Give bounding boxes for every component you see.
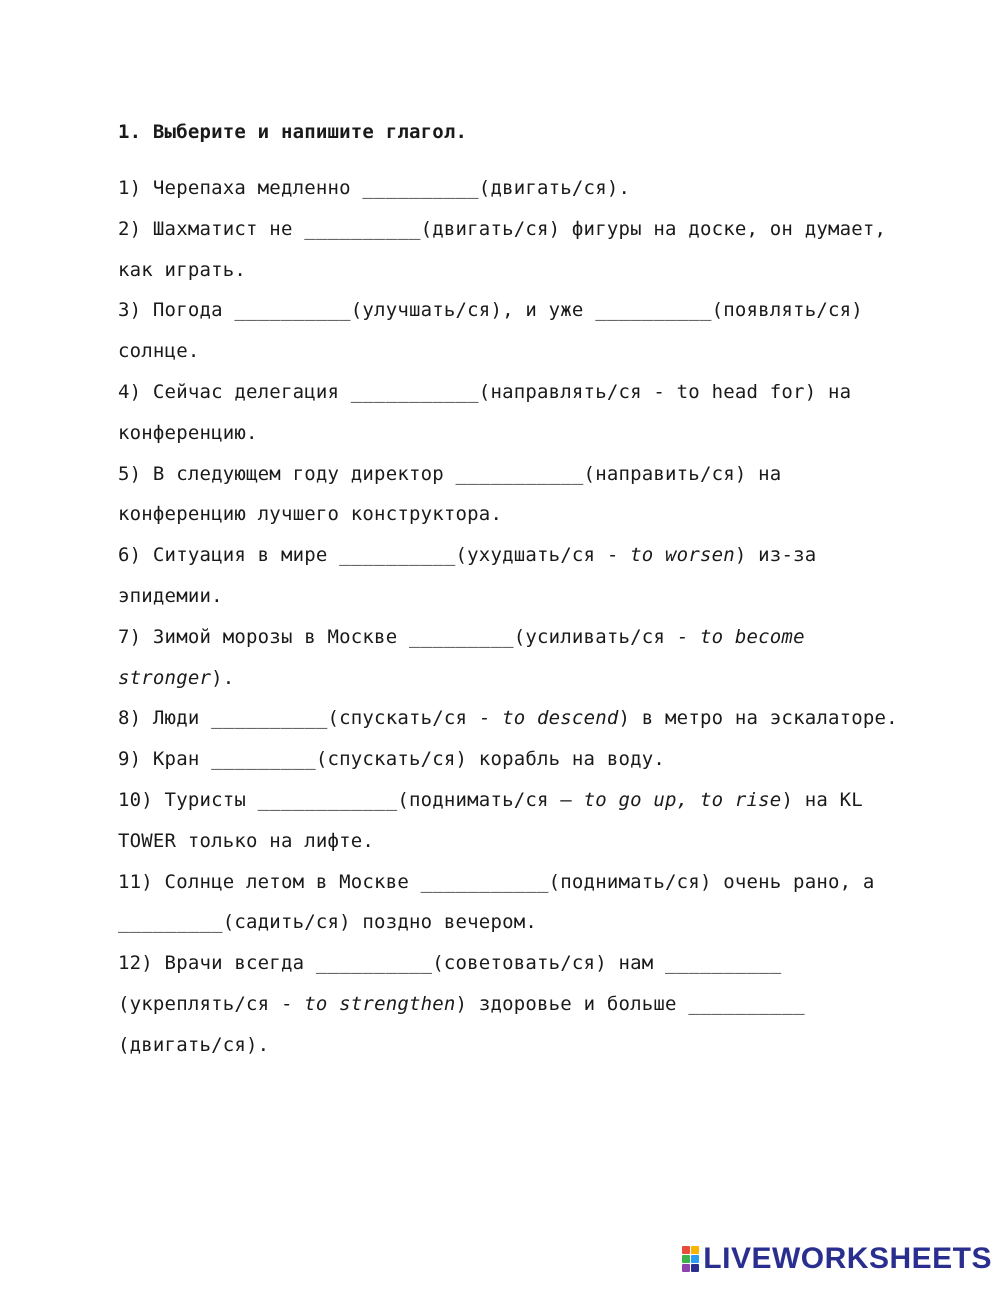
item-text: ) здоровье и больше __________ (двигать/ся). xyxy=(118,992,805,1056)
item-text: 2) Шахматист не __________(двигать/ся) фигуры на доске, он думает, как играть. xyxy=(118,217,887,281)
exercise-item xyxy=(118,209,918,291)
item-text: 8) Люди __________(спускать/ся - xyxy=(118,707,503,730)
item-text: 10) Туристы ____________(поднимать/ся – xyxy=(118,788,584,811)
item-text: 3) Погода __________(улучшать/ся), и уже __________(появлять/ся) солнце. xyxy=(118,299,863,363)
item-text: ). xyxy=(211,666,235,689)
exercise-item xyxy=(118,454,918,536)
logo-square xyxy=(691,1255,699,1263)
item-text: 11) Солнце летом в Москве ___________(поднимать/ся) очень рано, а _________(садить/ся) поздно вечером. xyxy=(118,870,875,934)
exercise-title: 1. Выберите и напишите глагол. xyxy=(118,121,468,143)
logo-square xyxy=(691,1246,699,1254)
item-translation: to strengthen xyxy=(304,992,456,1015)
item-text: 4) Сейчас делегация ___________(направлять/ся - to head for) на конференцию. xyxy=(118,380,852,444)
logo-square xyxy=(682,1255,690,1263)
exercise-item xyxy=(118,535,918,617)
exercise-item xyxy=(118,698,918,739)
exercise-item xyxy=(118,617,918,699)
logo-icon xyxy=(682,1246,699,1272)
item-translation: to descend xyxy=(502,707,619,730)
exercise-item xyxy=(118,862,918,944)
logo-text: LIVEWORKSHEETS xyxy=(703,1242,992,1275)
exercise-list xyxy=(118,168,918,1066)
item-text: 7) Зимой морозы в Москве _________(усиливать/ся - xyxy=(118,625,700,648)
item-text: 9) Кран _________(спускать/ся) корабль на воду. xyxy=(118,748,666,771)
logo-square xyxy=(682,1246,690,1254)
exercise-item xyxy=(118,780,918,862)
item-text: ) на KL TOWER только на лифте. xyxy=(118,788,863,852)
logo-square xyxy=(682,1264,690,1272)
item-text: 6) Ситуация в мире __________(ухудшать/ся - xyxy=(118,544,631,567)
item-text: 5) В следующем году директор ___________(направить/ся) на конференцию лучшего конструктора. xyxy=(118,462,782,526)
item-text: ) в метро на эскалаторе. xyxy=(618,707,898,730)
exercise-item xyxy=(118,372,918,454)
liveworksheets-logo xyxy=(682,1241,992,1277)
item-text: ) из-за эпидемии. xyxy=(118,544,817,607)
exercise-item xyxy=(118,168,918,209)
item-translation: to go up, to rise xyxy=(583,788,782,811)
item-text: 12) Врачи всегда __________(советовать/ся) нам __________ (укреплять/ся - xyxy=(118,952,782,1015)
worksheet xyxy=(118,114,918,1066)
logo-square xyxy=(691,1264,699,1272)
item-text: 1) Черепаха медленно __________(двигать/ся). xyxy=(118,177,631,199)
exercise-item xyxy=(118,943,918,1065)
item-translation: to worsen xyxy=(630,544,735,567)
exercise-item xyxy=(118,739,918,780)
exercise-item xyxy=(118,290,918,372)
item-translation: to become stronger xyxy=(118,625,805,689)
